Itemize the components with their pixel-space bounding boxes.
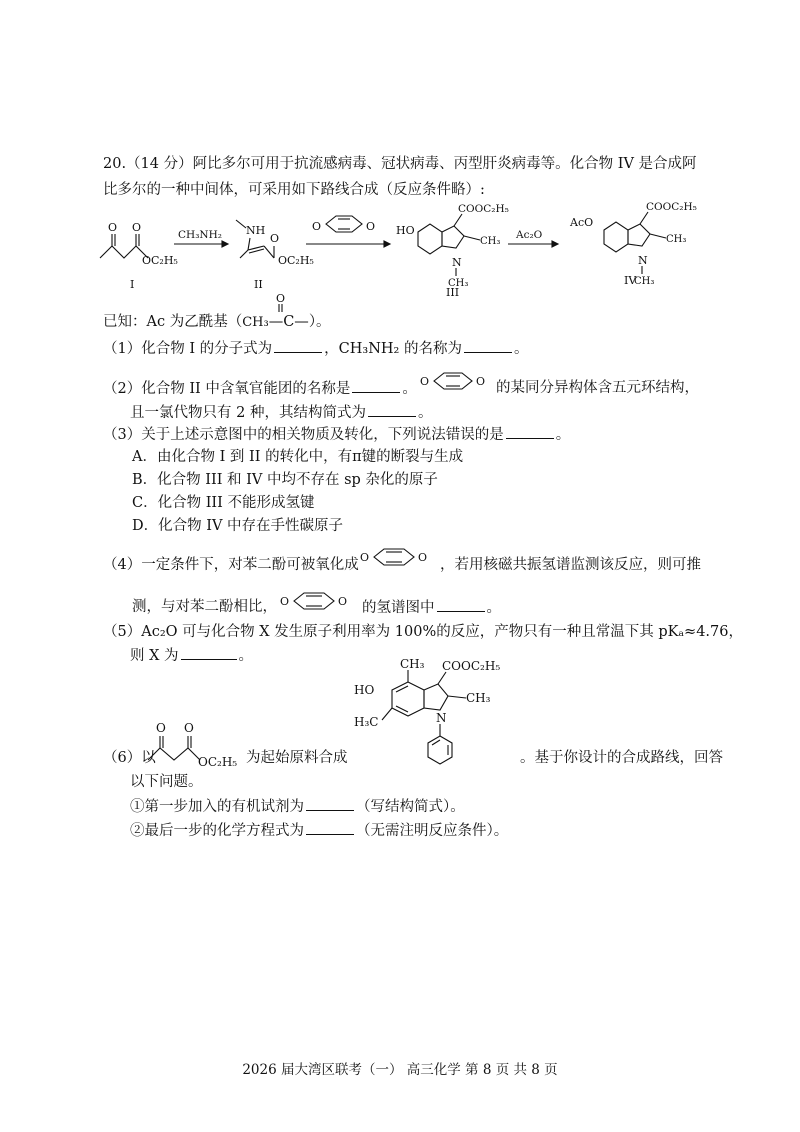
question-4-line2-end: 的氢谱图中 。 xyxy=(362,597,501,618)
q5-answer-blank[interactable] xyxy=(181,645,237,660)
svg-text:CH₃: CH₃ xyxy=(480,236,501,247)
q2-answer-blank-2[interactable] xyxy=(368,402,416,417)
question-6-sub2: ②最后一步的化学方程式为 （无需注明反应条件）。 xyxy=(130,820,508,841)
svg-text:O: O xyxy=(276,292,286,305)
q1-answer-blank-1[interactable] xyxy=(274,338,322,353)
svg-text:COOC₂H₅: COOC₂H₅ xyxy=(458,203,509,215)
svg-text:N: N xyxy=(436,711,447,725)
question-1: （1）化合物 I 的分子式为 ，CH₃NH₂ 的名称为 。 xyxy=(103,338,528,359)
svg-text:CH₃: CH₃ xyxy=(634,276,655,287)
option-a: A．由化合物 I 到 II 的转化中，有π键的断裂与生成 xyxy=(132,449,464,465)
svg-text:O: O xyxy=(418,551,428,564)
q3-answer-blank[interactable] xyxy=(506,424,554,439)
question-6-prefix: （6）以 xyxy=(103,750,156,766)
known-ac-definition: 已知：Ac 为乙酰基（CH₃—C—）。 xyxy=(103,314,331,330)
svg-text:O: O xyxy=(270,232,280,245)
compound-label-I: I xyxy=(130,278,135,291)
svg-text:O: O xyxy=(280,595,290,608)
compound-label-III: III xyxy=(446,286,460,299)
option-d: D．化合物 IV 中存在手性碳原子 xyxy=(132,518,344,534)
compound-IV-structure xyxy=(569,201,697,287)
compound-label-IV: IV xyxy=(624,274,637,287)
option-c: C．化合物 III 不能形成氢键 xyxy=(132,495,315,511)
question-2-cont: 的某同分异构体含五元环结构， xyxy=(496,380,699,396)
svg-text:CH₃: CH₃ xyxy=(466,691,491,705)
q2-answer-blank-1[interactable] xyxy=(352,378,400,393)
q1-answer-blank-2[interactable] xyxy=(464,338,512,353)
svg-text:OC₂H₅: OC₂H₅ xyxy=(142,254,178,267)
option-b: B．化合物 III 和 IV 中均不存在 sp 杂化的原子 xyxy=(132,472,438,488)
q6-target-molecule xyxy=(352,656,530,776)
question-3: （3）关于上述示意图中的相关物质及转化，下列说法错误的是 。 xyxy=(103,424,570,445)
question-2-line2: 且一氯代物只有 2 种，其结构简式为 。 xyxy=(130,402,432,423)
svg-text:O: O xyxy=(476,375,486,388)
svg-text:OC₂H₅: OC₂H₅ xyxy=(198,755,238,769)
compound-label-II: II xyxy=(254,278,263,291)
svg-text:CH₃: CH₃ xyxy=(666,234,687,245)
svg-text:O: O xyxy=(132,221,142,234)
svg-text:O: O xyxy=(360,551,370,564)
question-6-sub1: ①第一步加入的有机试剂为 （写结构简式）。 xyxy=(130,796,465,817)
question-6-line2: 以下问题。 xyxy=(130,774,203,790)
question-4-line2: 测，与对苯二酚相比， xyxy=(132,599,277,615)
benzoquinone-reagent xyxy=(312,216,375,233)
question-4-cont: ，若用核磁共振氢谱监测该反应，则可推 xyxy=(440,557,701,573)
svg-text:CH₃: CH₃ xyxy=(400,657,425,671)
compound-I-structure xyxy=(100,221,178,291)
svg-text:OC₂H₅: OC₂H₅ xyxy=(278,254,314,267)
svg-text:O: O xyxy=(156,721,166,735)
svg-text:N: N xyxy=(638,254,648,267)
question-5: （5）Ac₂O 可与化合物 X 发生原子利用率为 100%的反应，产物只有一种且常温下其 pKₐ≈4.76， xyxy=(103,624,743,640)
svg-text:O: O xyxy=(108,221,118,234)
benzoquinone-structure-q4b xyxy=(278,584,358,614)
benzoquinone-structure-q2 xyxy=(418,366,494,396)
q6-sub2-answer-blank[interactable] xyxy=(306,820,354,835)
svg-text:O: O xyxy=(420,375,430,388)
compound-III-structure xyxy=(396,203,509,299)
question-intro-line2: 比多尔的一种中间体，可采用如下路线合成（反应条件略）: xyxy=(103,182,485,198)
svg-text:HO: HO xyxy=(354,683,375,697)
svg-text:AcO: AcO xyxy=(570,216,594,229)
question-2: （2）化合物 II 中含氧官能团的名称是 。 xyxy=(103,378,417,399)
question-6-mid: 为起始原料合成 xyxy=(246,750,348,766)
reagent-ch3nh2: CH₃NH₂ xyxy=(178,229,222,241)
question-5-line2: 则 X 为 。 xyxy=(130,645,253,666)
page-footer: 2026 届大湾区联考（一） 高三化学 第 8 页 共 8 页 xyxy=(242,1062,558,1078)
reagent-ac2o: Ac₂O xyxy=(516,229,543,241)
svg-text:COOC₂H₅: COOC₂H₅ xyxy=(442,659,501,673)
svg-text:NH: NH xyxy=(246,224,266,237)
acyl-oxygen-mark xyxy=(266,290,296,312)
q6-starting-material xyxy=(144,712,248,772)
q4-answer-blank[interactable] xyxy=(437,597,485,612)
synthesis-scheme xyxy=(90,200,730,300)
benzoquinone-structure-q4a xyxy=(358,540,438,570)
svg-text:HO: HO xyxy=(396,224,415,237)
svg-text:O: O xyxy=(338,595,348,608)
question-6-end: 。基于你设计的合成路线，回答 xyxy=(520,750,723,766)
compound-II-structure xyxy=(236,220,314,291)
svg-text:N: N xyxy=(452,256,462,269)
question-4: （4）一定条件下，对苯二酚可被氧化成 xyxy=(103,557,359,573)
svg-text:O: O xyxy=(184,721,194,735)
svg-text:H₃C: H₃C xyxy=(354,715,379,729)
svg-text:O: O xyxy=(366,220,376,233)
svg-text:O: O xyxy=(312,220,322,233)
svg-text:CH₃: CH₃ xyxy=(448,278,469,289)
q6-sub1-answer-blank[interactable] xyxy=(306,796,354,811)
svg-text:COOC₂H₅: COOC₂H₅ xyxy=(646,201,697,213)
question-intro-line1: 20.（14 分）阿比多尔可用于抗流感病毒、冠状病毒、丙型肝炎病毒等。化合物 IV 是合成阿 xyxy=(103,156,697,172)
